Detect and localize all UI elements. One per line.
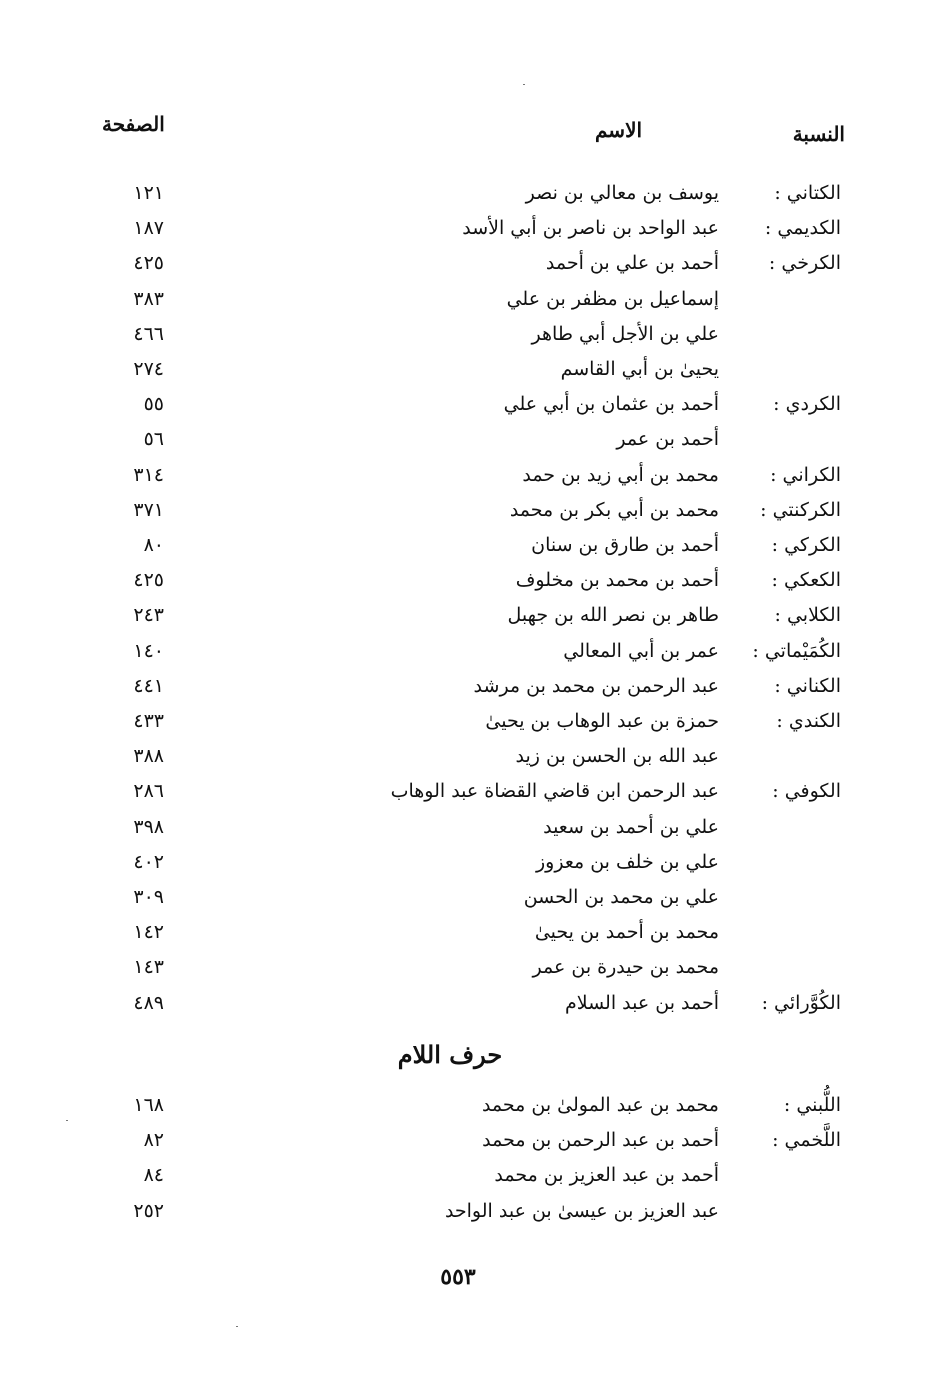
index-row: [0, 317, 937, 351]
index-row: [0, 422, 937, 456]
index-row: [0, 915, 937, 949]
index-row: [0, 387, 937, 421]
name-cell: أحمد بن عبد العزيز بن محمد: [494, 1164, 719, 1187]
page-ref-cell: ٤٤١: [133, 674, 164, 697]
page-ref-cell: ٤٢٥: [133, 252, 164, 275]
page-ref-cell: ٣٨٨: [133, 745, 164, 768]
name-cell: يوسف بن معالي بن نصر: [525, 182, 719, 204]
index-row: [0, 880, 937, 914]
name-cell: علي بن محمد بن الحسن: [523, 886, 719, 908]
nisba-cell: الكركنتي :: [760, 498, 841, 521]
page-ref-cell: ٤٨٩: [133, 991, 164, 1014]
nisba-cell: الكتاني :: [774, 182, 841, 204]
index-row: [0, 352, 937, 386]
name-cell: حمزة بن عبد الوهاب بن يحيىٰ: [485, 710, 719, 732]
name-cell: يحيىٰ بن أبي القاسم: [560, 358, 719, 380]
nisba-cell: الكديمي :: [764, 217, 841, 240]
page-ref-cell: ١٤٣: [133, 956, 164, 979]
name-cell: طاهر بن نصر الله بن جهبل: [507, 604, 719, 627]
name-cell: عبد الواحد بن ناصر بن أبي الأسد: [462, 217, 719, 240]
name-cell: عبد الرحمن بن محمد بن مرشد: [473, 674, 719, 697]
page-ref-cell: ٢٧٤: [133, 358, 164, 380]
page-ref-cell: ٨٤: [143, 1164, 164, 1187]
index-row: [0, 950, 937, 984]
page-ref-cell: ١٦٨: [133, 1094, 164, 1116]
name-cell: إسماعيل بن مظفر بن علي: [506, 287, 719, 310]
name-cell: أحمد بن عبد السلام: [564, 991, 719, 1014]
index-row: [0, 1158, 937, 1192]
index-row: [0, 1088, 937, 1122]
name-cell: محمد بن أبي بكر بن محمد: [509, 498, 719, 521]
name-cell: عمر بن أبي المعالي: [563, 639, 719, 662]
name-cell: محمد بن أحمد بن يحيىٰ: [534, 921, 719, 944]
page-ref-cell: ٣٧١: [133, 498, 164, 521]
page-ref-cell: ٨٠: [143, 534, 164, 556]
nisba-cell: اللَّخمي :: [772, 1129, 841, 1152]
name-cell: محمد بن أبي زيد بن حمد: [522, 463, 719, 486]
index-row: [0, 458, 937, 492]
index-row: [0, 176, 937, 210]
name-cell: عبد الله بن الحسن بن زيد: [515, 745, 719, 768]
page-ref-cell: ٣٠٩: [133, 886, 164, 908]
page-ref-cell: ٤٢٥: [133, 569, 164, 592]
page-ref-cell: ٢٥٢: [133, 1199, 164, 1222]
name-cell: أحمد بن عبد الرحمن بن محمد: [482, 1129, 719, 1152]
page-ref-cell: ٤٦٦: [133, 322, 164, 345]
nisba-cell: الكوفي :: [772, 780, 841, 803]
name-cell: محمد بن حيدرة بن عمر: [532, 956, 719, 979]
name-cell: عبد العزيز بن عيسىٰ بن عبد الواحد: [444, 1199, 719, 1222]
index-row: [0, 1123, 937, 1157]
nisba-cell: الكرخي :: [768, 252, 841, 275]
nisba-cell: الكعكي :: [771, 569, 841, 592]
nisba-cell: الكناني :: [774, 674, 841, 697]
scan-speck: [523, 84, 525, 85]
nisba-cell: الكلابي :: [774, 604, 841, 627]
scan-speck: [236, 1326, 238, 1327]
page-ref-cell: ١٨٧: [133, 217, 164, 240]
name-cell: علي بن أحمد بن سعيد: [543, 815, 719, 838]
page-ref-cell: ٨٢: [143, 1129, 164, 1152]
name-cell: أحمد بن عمر: [616, 428, 719, 451]
name-cell: أحمد بن طارق بن سنان: [531, 534, 719, 556]
page-ref-cell: ٤٣٣: [133, 710, 164, 732]
index-row: [0, 669, 937, 703]
name-cell: محمد بن عبد المولىٰ بن محمد: [481, 1094, 719, 1116]
index-row: [0, 493, 937, 527]
name-cell: أحمد بن علي بن أحمد: [545, 252, 719, 275]
nisba-cell: الكندي :: [776, 710, 841, 732]
index-row: [0, 1194, 937, 1228]
index-row: [0, 774, 937, 808]
index-row: [0, 246, 937, 280]
page-ref-cell: ٢٨٦: [133, 780, 164, 803]
index-row: [0, 704, 937, 738]
name-cell: علي بن الأجل أبي طاهر: [531, 322, 719, 345]
section-heading: حرف اللام: [397, 1040, 503, 1069]
page-ref-cell: ١٤٢: [133, 921, 164, 944]
nisba-cell: الكردي :: [773, 393, 841, 416]
index-row: [0, 598, 937, 632]
index-row: [0, 986, 937, 1020]
index-row: [0, 634, 937, 668]
name-cell: عبد الرحمن ابن قاضي القضاة عبد الوهاب: [390, 780, 719, 803]
name-cell: أحمد بن عثمان بن أبي علي: [503, 393, 719, 416]
nisba-cell: الكُمَيْماتي :: [752, 639, 841, 662]
index-row: [0, 282, 937, 316]
page-ref-cell: ٥٦: [143, 428, 164, 451]
page-ref-cell: ٢٤٣: [133, 604, 164, 627]
page-ref-cell: ١٢١: [133, 182, 164, 204]
column-header-page: الصفحة: [102, 112, 165, 136]
page-ref-cell: ٣٩٨: [133, 815, 164, 838]
nisba-cell: اللُّبني :: [783, 1094, 841, 1116]
page-ref-cell: ٣٨٣: [133, 287, 164, 310]
page-number: ٥٥٣: [440, 1264, 476, 1290]
index-row: [0, 845, 937, 879]
nisba-cell: الكركي :: [771, 534, 841, 556]
index-row: [0, 563, 937, 597]
index-row: [0, 810, 937, 844]
index-row: [0, 528, 937, 562]
name-cell: علي بن خلف بن معزوز: [535, 850, 719, 873]
index-row: [0, 211, 937, 245]
page-ref-cell: ٥٥: [143, 393, 164, 416]
index-row: [0, 739, 937, 773]
nisba-cell: الكُوَّرائي :: [761, 991, 841, 1014]
nisba-cell: الكراني :: [770, 463, 841, 486]
page-ref-cell: ٣١٤: [133, 463, 164, 486]
column-header-name: الاسم: [595, 118, 643, 142]
name-cell: أحمد بن محمد بن مخلوف: [515, 569, 719, 592]
page-ref-cell: ١٤٠: [133, 639, 164, 662]
column-header-nisba: النسبة: [792, 122, 845, 146]
page-ref-cell: ٤٠٢: [133, 850, 164, 873]
scan-speck: [66, 1120, 68, 1121]
